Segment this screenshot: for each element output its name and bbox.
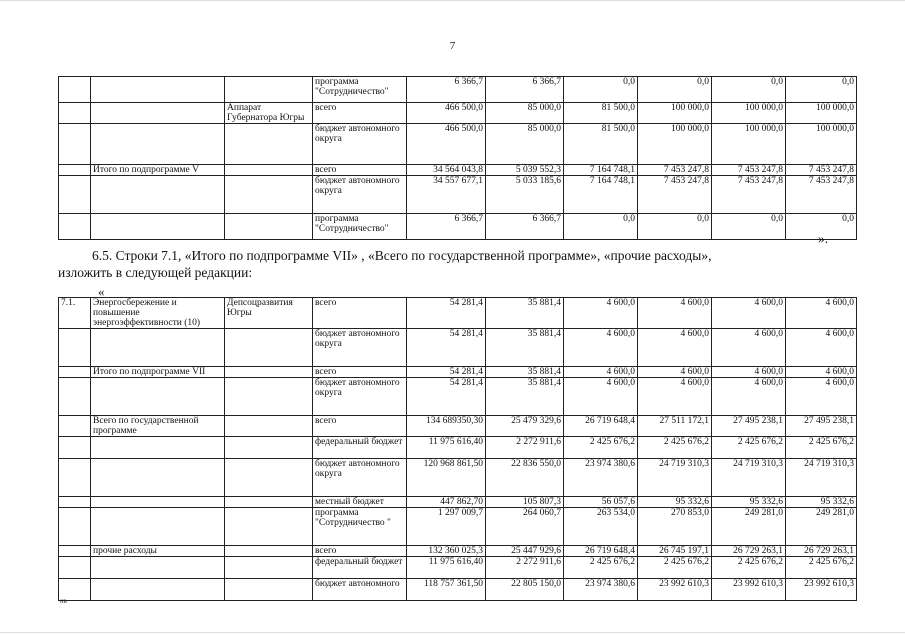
value-cell: 0,0 (712, 77, 786, 103)
value-cell: 7 453 247,8 (638, 176, 712, 214)
value-cell: 26 729 263,1 (786, 546, 857, 557)
page-number: 7 (449, 40, 456, 52)
executor-cell (225, 165, 313, 176)
opening-quote: « (98, 284, 105, 299)
table-row (59, 579, 857, 601)
value-cell: 4 600,0 (638, 378, 712, 416)
value-cell: 95 332,6 (638, 497, 712, 508)
value-cell: 4 600,0 (638, 329, 712, 367)
value-cell: 34 557 677,1 (407, 176, 486, 214)
closing-quote: ». (818, 231, 829, 246)
row-number-cell (59, 103, 91, 124)
value-cell: 0,0 (564, 214, 638, 240)
value-cell: 134 689350,30 (407, 416, 486, 437)
row-name-cell: Всего по государственной программе (91, 416, 225, 437)
value-cell: 95 332,6 (712, 497, 786, 508)
row-name-cell (91, 579, 225, 601)
table-row (59, 214, 857, 240)
value-cell: 54 281,4 (407, 298, 486, 329)
value-cell: 23 974 380,6 (564, 459, 638, 497)
row-number-cell (59, 579, 91, 601)
value-cell: 2 272 911,6 (486, 437, 564, 459)
value-cell: 0,0 (786, 214, 857, 240)
value-cell: 2 272 911,6 (486, 557, 564, 579)
value-cell: 2 425 676,2 (564, 437, 638, 459)
value-cell: 4 600,0 (564, 298, 638, 329)
value-cell: 447 862,70 (407, 497, 486, 508)
value-cell: 35 881,4 (486, 298, 564, 329)
row-name-cell (91, 77, 225, 103)
value-cell: 100 000,0 (712, 103, 786, 124)
value-cell: 81 500,0 (564, 124, 638, 165)
row-number-cell (59, 546, 91, 557)
value-cell: 23 992 610,3 (712, 579, 786, 601)
value-cell: 4 600,0 (786, 329, 857, 367)
value-cell: 22 805 150,0 (486, 579, 564, 601)
value-cell: 105 807,3 (486, 497, 564, 508)
value-cell: 25 479 329,6 (486, 416, 564, 437)
executor-cell (225, 214, 313, 240)
source-cell: федеральный бюджет (313, 557, 407, 579)
table-row (59, 298, 857, 329)
value-cell: 466 500,0 (407, 103, 486, 124)
table-row (59, 103, 857, 124)
row-number-cell (59, 77, 91, 103)
table-row (59, 459, 857, 497)
source-cell: бюджет автономного округа (313, 176, 407, 214)
value-cell: 81 500,0 (564, 103, 638, 124)
value-cell: 2 425 676,2 (638, 557, 712, 579)
table-row (59, 367, 857, 378)
value-cell: 6 366,7 (486, 77, 564, 103)
table-row (59, 329, 857, 367)
row-number-cell (59, 367, 91, 378)
row-number-cell (59, 459, 91, 497)
source-cell: бюджет автономного (313, 579, 407, 601)
source-cell: бюджет автономного округа (313, 378, 407, 416)
executor-cell (225, 508, 313, 546)
value-cell: 100 000,0 (638, 124, 712, 165)
source-cell: всего (313, 103, 407, 124)
executor-cell (225, 124, 313, 165)
scan-edge-bottom (0, 632, 905, 633)
value-cell: 0,0 (638, 214, 712, 240)
value-cell: 100 000,0 (786, 103, 857, 124)
row-name-cell (91, 459, 225, 497)
row-name-cell (91, 214, 225, 240)
value-cell: 54 281,4 (407, 329, 486, 367)
table-row (59, 77, 857, 103)
source-cell: всего (313, 165, 407, 176)
value-cell: 4 600,0 (712, 378, 786, 416)
row-number-cell (59, 329, 91, 367)
row-number-cell (59, 437, 91, 459)
value-cell: 54 281,4 (407, 378, 486, 416)
table-row (59, 124, 857, 165)
value-cell: 35 881,4 (486, 367, 564, 378)
table-row (59, 378, 857, 416)
value-cell: 26 729 263,1 (712, 546, 786, 557)
value-cell: 4 600,0 (786, 378, 857, 416)
value-cell: 120 968 861,50 (407, 459, 486, 497)
executor-cell (225, 459, 313, 497)
executor-cell (225, 367, 313, 378)
amendment-paragraph-line2: изложить в следующей редакции: (58, 265, 253, 280)
value-cell: 4 600,0 (786, 367, 857, 378)
value-cell: 118 757 361,50 (407, 579, 486, 601)
executor-cell: Аппарат Губернатора Югры (225, 103, 313, 124)
source-cell: бюджет автономного округа (313, 124, 407, 165)
budget-table-continued (58, 76, 857, 240)
value-cell: 7 453 247,8 (786, 165, 857, 176)
row-name-cell (91, 176, 225, 214)
value-cell: 132 360 025,3 (407, 546, 486, 557)
value-cell: 26 745 197,1 (638, 546, 712, 557)
value-cell: 54 281,4 (407, 367, 486, 378)
value-cell: 24 719 310,3 (638, 459, 712, 497)
value-cell: 7 453 247,8 (712, 176, 786, 214)
executor-cell (225, 329, 313, 367)
table-row (59, 437, 857, 459)
value-cell: 4 600,0 (638, 298, 712, 329)
footer-mark: HB (60, 600, 67, 605)
row-number-cell (59, 124, 91, 165)
executor-cell (225, 77, 313, 103)
value-cell: 23 974 380,6 (564, 579, 638, 601)
row-number-cell (59, 378, 91, 416)
value-cell: 2 425 676,2 (712, 557, 786, 579)
value-cell: 7 164 748,1 (564, 176, 638, 214)
value-cell: 23 992 610,3 (638, 579, 712, 601)
value-cell: 0,0 (786, 77, 857, 103)
source-cell: программа "Сотрудничество " (313, 508, 407, 546)
source-cell: бюджет автономного округа (313, 329, 407, 367)
row-number-cell (59, 416, 91, 437)
row-name-cell: Энергосбережение и повышение энергоэффективности (10) (91, 298, 225, 329)
table-row (59, 416, 857, 437)
row-name-cell (91, 103, 225, 124)
value-cell: 264 060,7 (486, 508, 564, 546)
row-name-cell (91, 437, 225, 459)
value-cell: 270 853,0 (638, 508, 712, 546)
row-name-cell: Итого по подпрограмме V (91, 165, 225, 176)
row-number-cell (59, 497, 91, 508)
value-cell: 95 332,6 (786, 497, 857, 508)
source-cell: программа "Сотрудничество" (313, 214, 407, 240)
value-cell: 26 719 648,4 (564, 416, 638, 437)
executor-cell (225, 416, 313, 437)
value-cell: 24 719 310,3 (712, 459, 786, 497)
source-cell: всего (313, 367, 407, 378)
value-cell: 24 719 310,3 (786, 459, 857, 497)
row-number-cell (59, 214, 91, 240)
row-name-cell (91, 124, 225, 165)
value-cell: 2 425 676,2 (712, 437, 786, 459)
table-row (59, 165, 857, 176)
row-number-cell (59, 557, 91, 579)
value-cell: 0,0 (638, 77, 712, 103)
value-cell: 2 425 676,2 (786, 557, 857, 579)
value-cell: 7 164 748,1 (564, 165, 638, 176)
value-cell: 0,0 (564, 77, 638, 103)
value-cell: 100 000,0 (786, 124, 857, 165)
row-number-cell (59, 508, 91, 546)
source-cell: бюджет автономного округа (313, 459, 407, 497)
source-cell: всего (313, 416, 407, 437)
value-cell: 249 281,0 (712, 508, 786, 546)
row-name-cell (91, 378, 225, 416)
value-cell: 5 033 185,6 (486, 176, 564, 214)
row-number-cell (59, 176, 91, 214)
executor-cell: Депсоцразвития Югры (225, 298, 313, 329)
executor-cell (225, 378, 313, 416)
budget-table-new-edition (58, 297, 857, 601)
value-cell: 100 000,0 (638, 103, 712, 124)
executor-cell (225, 557, 313, 579)
value-cell: 27 495 238,1 (712, 416, 786, 437)
row-number-cell (59, 165, 91, 176)
value-cell: 263 534,0 (564, 508, 638, 546)
executor-cell (225, 176, 313, 214)
value-cell: 466 500,0 (407, 124, 486, 165)
value-cell: 2 425 676,2 (786, 437, 857, 459)
table-row (59, 557, 857, 579)
table-row (59, 546, 857, 557)
executor-cell (225, 437, 313, 459)
value-cell: 4 600,0 (564, 329, 638, 367)
value-cell: 35 881,4 (486, 378, 564, 416)
value-cell: 4 600,0 (638, 367, 712, 378)
row-name-cell: прочие расходы (91, 546, 225, 557)
source-cell: местный бюджет (313, 497, 407, 508)
value-cell: 4 600,0 (564, 367, 638, 378)
value-cell: 56 057,6 (564, 497, 638, 508)
value-cell: 7 453 247,8 (786, 176, 857, 214)
table-row (59, 176, 857, 214)
value-cell: 85 000,0 (486, 124, 564, 165)
value-cell: 22 836 550,0 (486, 459, 564, 497)
value-cell: 4 600,0 (786, 298, 857, 329)
amendment-paragraph-line1: 6.5. Строки 7.1, «Итого по подпрограмме VII» , «Всего по государственной программе», «прочие расходы», (92, 248, 712, 263)
value-cell: 11 975 616,40 (407, 557, 486, 579)
value-cell: 7 453 247,8 (712, 165, 786, 176)
value-cell: 6 366,7 (407, 77, 486, 103)
value-cell: 4 600,0 (712, 329, 786, 367)
source-cell: всего (313, 298, 407, 329)
row-number-cell: 7.1. (59, 298, 91, 329)
value-cell: 4 600,0 (712, 298, 786, 329)
value-cell: 2 425 676,2 (564, 557, 638, 579)
executor-cell (225, 497, 313, 508)
value-cell: 4 600,0 (564, 378, 638, 416)
row-name-cell (91, 508, 225, 546)
value-cell: 27 511 172,1 (638, 416, 712, 437)
value-cell: 34 564 043,8 (407, 165, 486, 176)
value-cell: 5 039 552,3 (486, 165, 564, 176)
table-row (59, 497, 857, 508)
value-cell: 7 453 247,8 (638, 165, 712, 176)
value-cell: 23 992 610,3 (786, 579, 857, 601)
value-cell: 2 425 676,2 (638, 437, 712, 459)
table-row (59, 508, 857, 546)
value-cell: 4 600,0 (712, 367, 786, 378)
row-name-cell (91, 557, 225, 579)
executor-cell (225, 546, 313, 557)
value-cell: 100 000,0 (712, 124, 786, 165)
value-cell: 27 495 238,1 (786, 416, 857, 437)
value-cell: 26 719 648,4 (564, 546, 638, 557)
value-cell: 35 881,4 (486, 329, 564, 367)
row-name-cell: Итого по подпрограмме VII (91, 367, 225, 378)
value-cell: 25 447 929,6 (486, 546, 564, 557)
scan-edge-top (0, 0, 905, 1)
value-cell: 249 281,0 (786, 508, 857, 546)
source-cell: федеральный бюджет (313, 437, 407, 459)
row-name-cell (91, 497, 225, 508)
source-cell: всего (313, 546, 407, 557)
row-name-cell (91, 329, 225, 367)
value-cell: 11 975 616,40 (407, 437, 486, 459)
value-cell: 6 366,7 (407, 214, 486, 240)
executor-cell (225, 579, 313, 601)
value-cell: 0,0 (712, 214, 786, 240)
value-cell: 6 366,7 (486, 214, 564, 240)
value-cell: 85 000,0 (486, 103, 564, 124)
value-cell: 1 297 009,7 (407, 508, 486, 546)
source-cell: программа "Сотрудничество" (313, 77, 407, 103)
